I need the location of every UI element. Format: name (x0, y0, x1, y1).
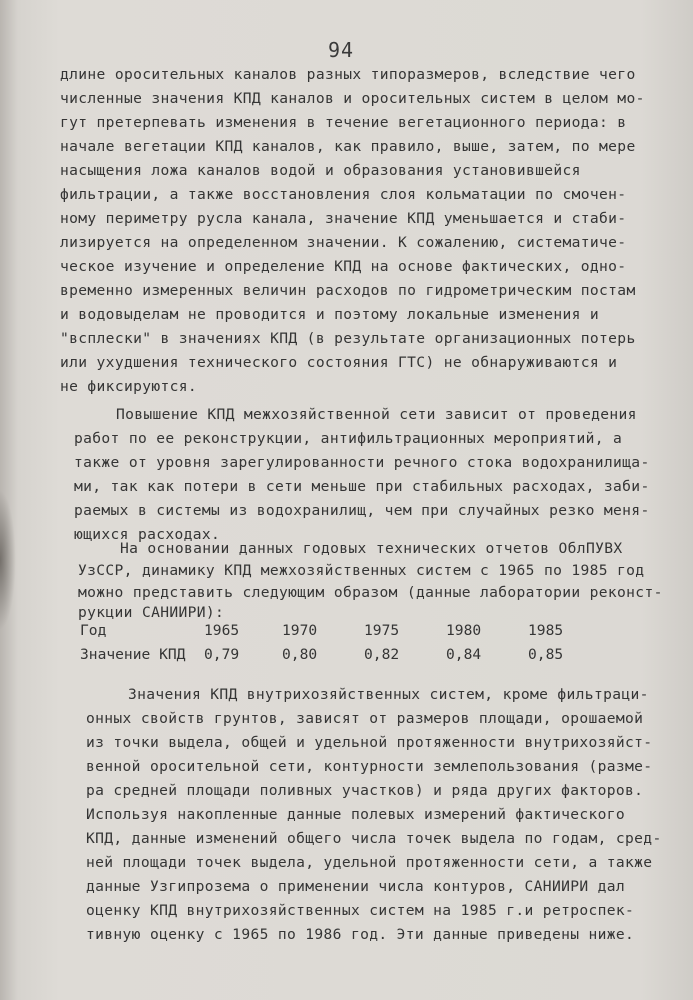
text-line: временно измеренных величин расходов по гидрометрическим постам (60, 282, 636, 299)
text-line: численные значения КПД каналов и оросительных систем в целом мо- (60, 90, 645, 107)
text-line: рукции САНИИРИ): (78, 604, 225, 621)
text-line: работ по ее реконструкции, антифильтрационных мероприятий, а (74, 430, 623, 447)
text-line: или ухудшения технического состояния ГТС) не обнаруживаются и (60, 354, 618, 371)
text-line: Повышение КПД межхозяйственной сети зависит от проведения (116, 406, 637, 423)
text-line: начале вегетации КПД каналов, как правило, выше, затем, по мере (60, 138, 636, 155)
text-line: Используя накопленные данные полевых измерений фактического (86, 806, 626, 823)
table-cell: 0,80 (282, 646, 318, 663)
text-line: венной оросительной сети, контурности землепользования (разме- (86, 758, 653, 775)
text-line: не фиксируются. (60, 378, 198, 395)
text-line: фильтрации, а также восстановления слоя кольматации по смочен- (60, 186, 627, 203)
table-cell: 1980 (446, 622, 482, 639)
text-line: ми, так как потери в сети меньше при стабильных расходах, заби- (74, 478, 650, 495)
table-cell: 0,85 (528, 646, 564, 663)
table-cell: 1985 (528, 622, 564, 639)
table-cell: 1965 (204, 622, 240, 639)
text-line: Значения КПД внутрихозяйственных систем, кроме фильтраци- (128, 686, 649, 703)
page-number: 94 (328, 38, 355, 62)
text-line: гут претерпевать изменения в течение вегетационного периода: в (60, 114, 627, 131)
table-cell: 1975 (364, 622, 400, 639)
text-line: оценку КПД внутрихозяйственных систем на 1985 г.и ретроспек- (86, 902, 635, 919)
text-line: данные Узгипрозема о применении числа контуров, САНИИРИ дал (86, 878, 626, 895)
table-cell: 0,79 (204, 646, 240, 663)
text-line: и водовыделам не проводится и поэтому локальные изменения и (60, 306, 600, 323)
text-line: тивную оценку с 1965 по 1986 год. Эти данные приведены ниже. (86, 926, 635, 943)
table-cell: 1970 (282, 622, 318, 639)
row-label-year: Год (80, 622, 107, 639)
text-line: длине оросительных каналов разных типоразмеров, вследствие чего (60, 66, 636, 83)
table-cell: 0,84 (446, 646, 482, 663)
text-line: раемых в системы из водохранилищ, чем при случайных резко меня- (74, 502, 650, 519)
text-line: лизируется на определенном значении. К сожалению, систематиче- (60, 234, 627, 251)
text-line: насыщения ложа каналов водой и образования установившейся (60, 162, 581, 179)
text-line: ра средней площади поливных участков) и ряда других факторов. (86, 782, 644, 799)
text-line: также от уровня зарегулированности речного стока водохранилища- (74, 454, 650, 471)
thumb-shadow (0, 490, 16, 630)
text-line: "всплески" в значениях КПД (в результате организационных потерь (60, 330, 636, 347)
text-line: можно представить следующим образом (данные лаборатории реконст- (78, 584, 663, 601)
table-cell: 0,82 (364, 646, 400, 663)
text-line: На основании данных годовых технических отчетов ОблПУВХ (120, 540, 623, 557)
text-line: онных свойств грунтов, зависят от размеров площади, орошаемой (86, 710, 644, 727)
text-line: из точки выдела, общей и удельной протяженности внутрихозяйст- (86, 734, 653, 751)
text-line: ному периметру русла канала, значение КПД уменьшается и стаби- (60, 210, 627, 227)
text-line: ческое изучение и определение КПД на основе фактических, одно- (60, 258, 627, 275)
text-line: ющихся расходах. (74, 526, 221, 543)
text-line: ней площади точек выдела, удельной протяженности сети, а также (86, 854, 653, 871)
row-label-value: Значение КПД (80, 646, 186, 663)
text-line: КПД, данные изменений общего числа точек выдела по годам, сред- (86, 830, 662, 847)
text-line: УзССР, динамику КПД межхозяйственных систем с 1965 по 1985 год (78, 562, 645, 579)
